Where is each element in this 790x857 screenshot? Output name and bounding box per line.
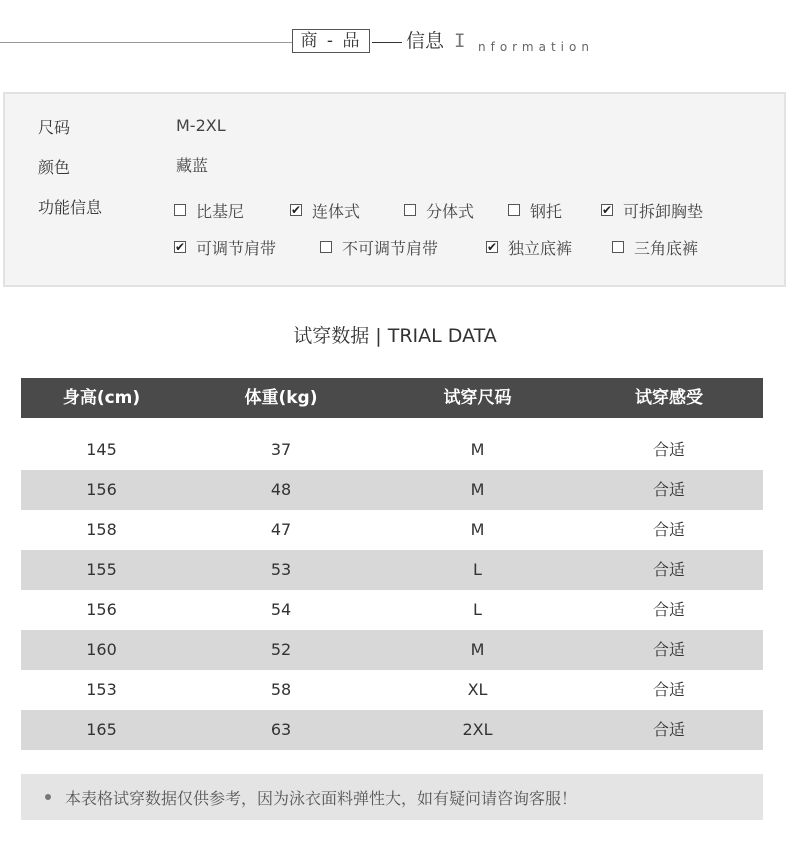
cell-weight: 63	[270, 720, 292, 739]
feature-option-label: 不可调节肩带	[342, 238, 439, 258]
table-row	[21, 590, 763, 630]
color-label: 颜色	[38, 158, 71, 177]
checkbox-icon	[174, 204, 186, 216]
checkbox-checked-icon: ✔	[290, 203, 302, 217]
checkbox-checked-icon: ✔	[601, 203, 613, 217]
cell-size: M	[470, 480, 485, 499]
feature-option-label: 分体式	[426, 201, 475, 221]
column-header-size: 试穿尺码	[443, 388, 512, 408]
header-title: 信息	[406, 30, 445, 52]
feature-option	[290, 200, 360, 220]
feature-option	[508, 200, 562, 220]
cell-weight: 58	[270, 680, 292, 699]
cell-height: 145	[86, 440, 117, 459]
feature-option	[601, 200, 703, 220]
table-row	[21, 550, 763, 590]
header-dash	[372, 42, 402, 43]
cell-height: 155	[86, 560, 117, 579]
feature-option	[174, 237, 276, 257]
header-cursor-glyph: I	[454, 30, 466, 52]
cell-weight: 37	[270, 440, 292, 459]
features-label: 功能信息	[38, 198, 103, 217]
cell-size: M	[470, 640, 485, 659]
color-value: 藏蓝	[176, 156, 209, 175]
disclaimer-note	[21, 774, 763, 820]
checkbox-icon	[320, 241, 332, 253]
trial-table-header	[21, 378, 763, 418]
feature-option	[404, 200, 474, 220]
cell-height: 153	[86, 680, 117, 699]
cell-height: 156	[86, 600, 117, 619]
cell-feeling: 合适	[652, 720, 685, 739]
cell-height: 165	[86, 720, 117, 739]
feature-option-label: 三角底裤	[634, 238, 699, 258]
cell-feeling: 合适	[652, 680, 685, 699]
cell-size: M	[470, 440, 485, 459]
size-value: M-2XL	[176, 116, 226, 135]
header-left-line	[0, 42, 292, 43]
checkbox-icon	[404, 204, 416, 216]
product-info-panel	[3, 92, 786, 287]
cell-size: M	[470, 520, 485, 539]
header-subtitle: nformation	[478, 40, 594, 54]
checkbox-checked-icon: ✔	[174, 240, 186, 254]
feature-option-label: 可调节肩带	[196, 238, 277, 258]
cell-feeling: 合适	[652, 440, 685, 459]
cell-weight: 52	[270, 640, 292, 659]
feature-option	[174, 200, 244, 220]
disclaimer-text: 本表格试穿数据仅供参考，因为泳衣面料弹性大，如有疑问请咨询客服！	[65, 788, 578, 808]
bullet-dot-icon	[45, 794, 51, 800]
cell-size: XL	[467, 680, 488, 699]
cell-weight: 48	[270, 480, 292, 499]
feature-option-label: 独立底裤	[508, 238, 573, 258]
trial-data-title: 试穿数据 | TRIAL DATA	[293, 325, 497, 347]
column-header-weight: 体重(kg)	[244, 388, 318, 408]
checkbox-icon	[612, 241, 624, 253]
cell-feeling: 合适	[652, 640, 685, 659]
feature-option	[612, 237, 698, 257]
feature-option-label: 比基尼	[196, 201, 245, 221]
cell-feeling: 合适	[652, 520, 685, 539]
feature-option-label: 钢托	[530, 201, 563, 221]
column-header-feeling: 试穿感受	[635, 388, 703, 408]
cell-feeling: 合适	[652, 560, 685, 579]
cell-weight: 53	[270, 560, 292, 579]
cell-weight: 47	[270, 520, 292, 539]
table-row	[21, 510, 763, 550]
cell-height: 158	[86, 520, 117, 539]
feature-option-label: 连体式	[312, 201, 361, 221]
checkbox-checked-icon: ✔	[486, 240, 498, 254]
trial-table-body	[21, 430, 763, 750]
header-box: 商 - 品	[292, 29, 370, 53]
cell-height: 156	[86, 480, 117, 499]
cell-size: 2XL	[462, 720, 493, 739]
table-row	[21, 710, 763, 750]
cell-size: L	[473, 600, 482, 619]
table-row	[21, 670, 763, 710]
cell-weight: 54	[270, 600, 292, 619]
table-row	[21, 430, 763, 470]
feature-option	[320, 237, 438, 257]
table-row	[21, 630, 763, 670]
size-label: 尺码	[38, 118, 71, 137]
table-row	[21, 470, 763, 510]
cell-size: L	[473, 560, 482, 579]
checkbox-icon	[508, 204, 520, 216]
cell-feeling: 合适	[652, 480, 685, 499]
cell-feeling: 合适	[652, 600, 685, 619]
column-header-height: 身高(cm)	[62, 388, 141, 408]
feature-option	[486, 237, 572, 257]
feature-option-label: 可拆卸胸垫	[623, 201, 704, 221]
cell-height: 160	[86, 640, 117, 659]
